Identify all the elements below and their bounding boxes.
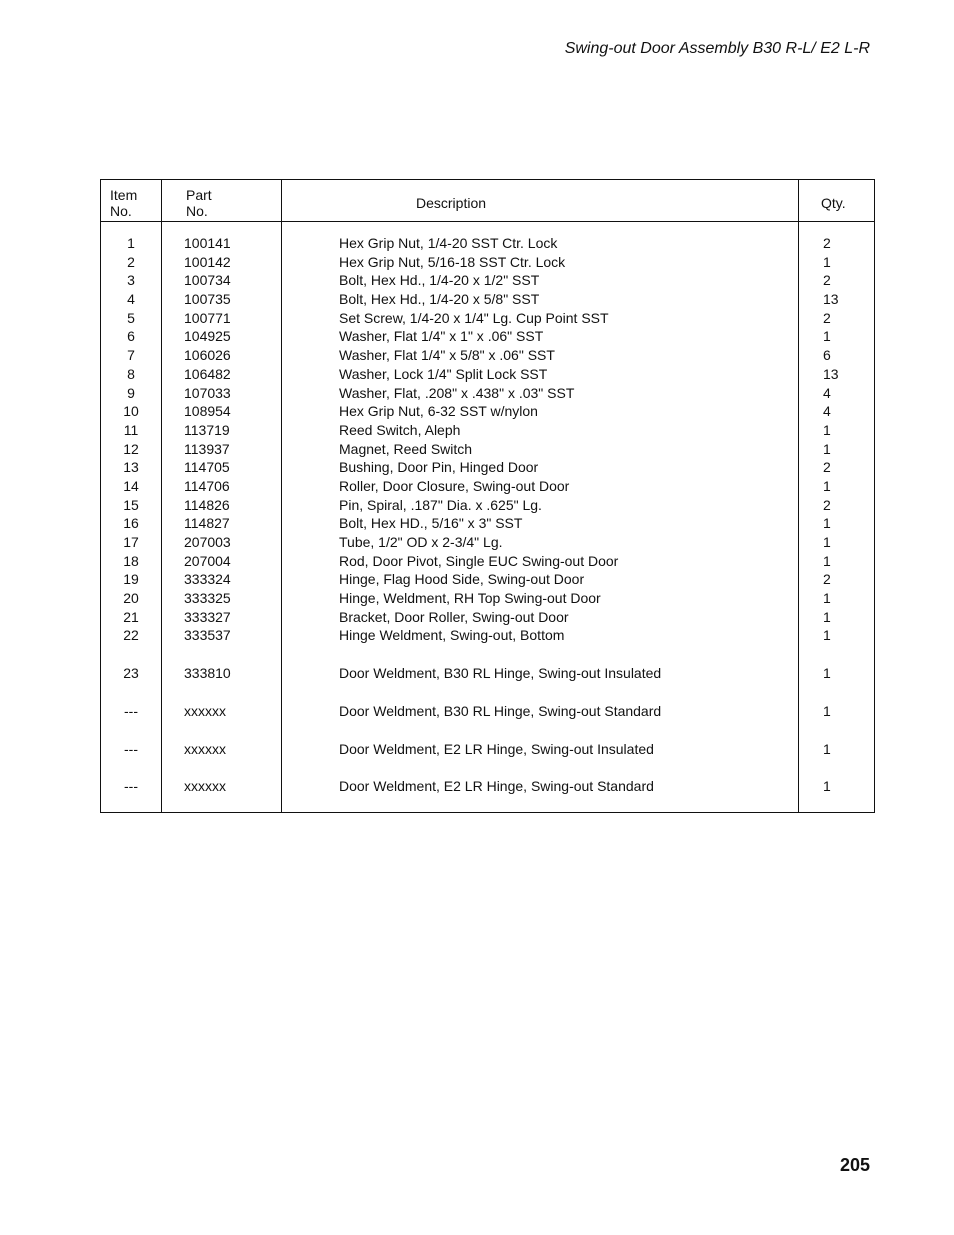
- table-row: [101, 440, 874, 459]
- table-row: [101, 271, 874, 290]
- table-row: [101, 309, 874, 328]
- description-cell: Door Weldment, B30 RL Hinge, Swing-out Standard: [339, 702, 662, 719]
- qty-cell: 1: [823, 534, 831, 550]
- qty-cell: 6: [823, 347, 831, 364]
- description-cell: Hinge, Weldment, RH Top Swing-out Door: [339, 590, 601, 607]
- part-no-cell: 333327: [184, 608, 231, 625]
- description-cell: Tube, 1/2" OD x 2-3/4" Lg.: [339, 534, 503, 550]
- table-row: [101, 626, 874, 645]
- qty-cell: 1: [823, 477, 831, 494]
- part-no-cell: 106482: [184, 365, 231, 382]
- description-cell: Hex Grip Nut, 6-32 SST w/nylon: [339, 403, 538, 420]
- table-row: [101, 514, 874, 533]
- qty-cell: 1: [823, 665, 831, 682]
- description-cell: Set Screw, 1/4-20 x 1/4" Lg. Cup Point SST: [339, 309, 609, 326]
- description-cell: Door Weldment, B30 RL Hinge, Swing-out Insulated: [339, 665, 662, 682]
- part-no-cell: 114827: [184, 515, 230, 532]
- item-no-cell: ---: [124, 740, 138, 757]
- item-no-cell: 23: [123, 665, 139, 682]
- item-no-cell: 13: [123, 459, 139, 476]
- part-no-cell: 100142: [184, 253, 231, 270]
- table-row: [101, 384, 874, 403]
- item-no-cell: 19: [123, 571, 139, 588]
- qty-cell: 1: [823, 440, 831, 457]
- part-no-cell: 333324: [184, 571, 231, 588]
- table-row: [101, 234, 874, 253]
- part-no-cell: 114706: [184, 477, 230, 494]
- table-row: [101, 608, 874, 627]
- qty-cell: 2: [823, 571, 831, 588]
- part-no-cell: 333537: [184, 627, 231, 644]
- part-no-cell: 100735: [184, 291, 231, 308]
- item-no-cell: ---: [124, 778, 138, 795]
- table-row: [101, 421, 874, 440]
- item-no-cell: 18: [123, 552, 139, 569]
- qty-cell: 1: [823, 740, 831, 757]
- qty-cell: 1: [823, 552, 831, 569]
- column-header-item-line1: Item: [110, 187, 138, 203]
- part-no-cell: 114705: [184, 459, 230, 476]
- table-row: [101, 346, 874, 365]
- table-row: [101, 458, 874, 477]
- item-no-cell: 14: [123, 477, 139, 494]
- description-cell: Bolt, Hex Hd., 1/4-20 x 1/2" SST: [339, 272, 540, 289]
- column-header-item-no: [110, 187, 137, 219]
- header-divider: [101, 221, 874, 222]
- description-cell: Hex Grip Nut, 1/4-20 SST Ctr. Lock: [339, 235, 558, 251]
- part-no-cell: 100771: [184, 309, 231, 326]
- item-no-cell: 4: [127, 291, 135, 308]
- description-cell: Washer, Flat 1/4" x 5/8" x .06" SST: [339, 347, 555, 364]
- item-no-cell: 16: [123, 515, 139, 532]
- qty-cell: 4: [823, 403, 831, 420]
- table-row: [101, 740, 874, 759]
- qty-cell: 1: [823, 421, 831, 438]
- qty-cell: 1: [823, 515, 831, 532]
- table-row: [101, 777, 874, 796]
- column-header-item-line2: No.: [110, 203, 132, 219]
- part-no-cell: 333810: [184, 665, 231, 682]
- item-no-cell: 11: [123, 421, 139, 438]
- table-row: [101, 477, 874, 496]
- table-row: [101, 327, 874, 346]
- description-cell: Reed Switch, Aleph: [339, 421, 461, 438]
- qty-cell: 4: [823, 384, 831, 401]
- qty-cell: 13: [823, 291, 839, 308]
- table-row: [101, 589, 874, 608]
- qty-cell: 1: [823, 778, 831, 795]
- table-row: [101, 552, 874, 571]
- qty-cell: 1: [823, 328, 831, 345]
- item-no-cell: 2: [127, 253, 135, 270]
- item-no-cell: 17: [123, 534, 139, 550]
- item-no-cell: 21: [123, 608, 139, 625]
- part-no-cell: xxxxxx: [184, 702, 226, 719]
- item-no-cell: 1: [127, 235, 135, 251]
- column-header-description: Description: [416, 195, 487, 211]
- table-row: [101, 402, 874, 421]
- qty-cell: 13: [823, 365, 839, 382]
- part-no-cell: 106026: [184, 347, 231, 364]
- description-cell: Roller, Door Closure, Swing-out Door: [339, 477, 570, 494]
- item-no-cell: 20: [123, 590, 139, 607]
- table-row: [101, 533, 874, 552]
- item-no-cell: 8: [127, 365, 135, 382]
- table-row: [101, 570, 874, 589]
- part-no-cell: 333325: [184, 590, 231, 607]
- item-no-cell: 15: [123, 496, 139, 513]
- table-row: [101, 496, 874, 515]
- qty-cell: 1: [823, 590, 831, 607]
- part-no-cell: 113719: [184, 421, 230, 438]
- qty-cell: 2: [823, 272, 831, 289]
- qty-cell: 1: [823, 702, 831, 719]
- part-no-cell: xxxxxx: [184, 740, 226, 757]
- description-cell: Washer, Flat 1/4" x 1" x .06" SST: [339, 328, 544, 345]
- qty-cell: 2: [823, 459, 831, 476]
- part-no-cell: 107033: [184, 384, 231, 401]
- parts-table: [100, 179, 875, 813]
- part-no-cell: 114826: [184, 496, 230, 513]
- part-no-cell: 100141: [184, 235, 231, 251]
- part-no-cell: xxxxxx: [184, 778, 226, 795]
- column-header-part-line2: No.: [186, 203, 208, 219]
- description-cell: Bracket, Door Roller, Swing-out Door: [339, 608, 569, 625]
- column-header-qty: Qty.: [821, 195, 846, 211]
- item-no-cell: 7: [127, 347, 135, 364]
- item-no-cell: 3: [127, 272, 135, 289]
- page-header-title: Swing-out Door Assembly B30 R-L/ E2 L-R: [564, 40, 870, 57]
- qty-cell: 2: [823, 496, 831, 513]
- description-cell: Bolt, Hex HD., 5/16" x 3" SST: [339, 515, 523, 532]
- column-header-part-line1: Part: [186, 187, 212, 203]
- description-cell: Door Weldment, E2 LR Hinge, Swing-out Insulated: [339, 740, 654, 757]
- table-row: [101, 365, 874, 384]
- description-cell: Rod, Door Pivot, Single EUC Swing-out Door: [339, 552, 619, 569]
- description-cell: Bushing, Door Pin, Hinged Door: [339, 459, 539, 476]
- column-header-part-no: [186, 187, 212, 219]
- qty-cell: 2: [823, 309, 831, 326]
- item-no-cell: 6: [127, 328, 135, 345]
- table-row: [101, 253, 874, 272]
- part-no-cell: 108954: [184, 403, 231, 420]
- part-no-cell: 207003: [184, 534, 231, 550]
- description-cell: Magnet, Reed Switch: [339, 440, 473, 457]
- table-body: [101, 234, 874, 796]
- item-no-cell: 10: [123, 403, 139, 420]
- part-no-cell: 113937: [184, 440, 230, 457]
- item-no-cell: 22: [123, 627, 139, 644]
- table-row: [101, 702, 874, 721]
- description-cell: Hinge Weldment, Swing-out, Bottom: [339, 627, 565, 644]
- description-cell: Bolt, Hex Hd., 1/4-20 x 5/8" SST: [339, 291, 540, 308]
- qty-cell: 1: [823, 627, 831, 644]
- qty-cell: 2: [823, 235, 831, 251]
- item-no-cell: 9: [127, 384, 135, 401]
- description-cell: Door Weldment, E2 LR Hinge, Swing-out Standard: [339, 778, 654, 795]
- item-no-cell: ---: [124, 702, 138, 719]
- qty-cell: 1: [823, 608, 831, 625]
- part-no-cell: 207004: [184, 552, 231, 569]
- description-cell: Hex Grip Nut, 5/16-18 SST Ctr. Lock: [339, 253, 566, 270]
- item-no-cell: 5: [127, 309, 135, 326]
- page-number: 205: [839, 1155, 870, 1175]
- description-cell: Washer, Flat, .208" x .438" x .03" SST: [339, 384, 575, 401]
- description-cell: Hinge, Flag Hood Side, Swing-out Door: [339, 571, 585, 588]
- table-row: [101, 664, 874, 683]
- description-cell: Pin, Spiral, .187" Dia. x .625" Lg.: [339, 496, 542, 513]
- part-no-cell: 100734: [184, 272, 231, 289]
- item-no-cell: 12: [123, 440, 139, 457]
- qty-cell: 1: [823, 253, 831, 270]
- table-row: [101, 290, 874, 309]
- part-no-cell: 104925: [184, 328, 231, 345]
- description-cell: Washer, Lock 1/4" Split Lock SST: [339, 365, 548, 382]
